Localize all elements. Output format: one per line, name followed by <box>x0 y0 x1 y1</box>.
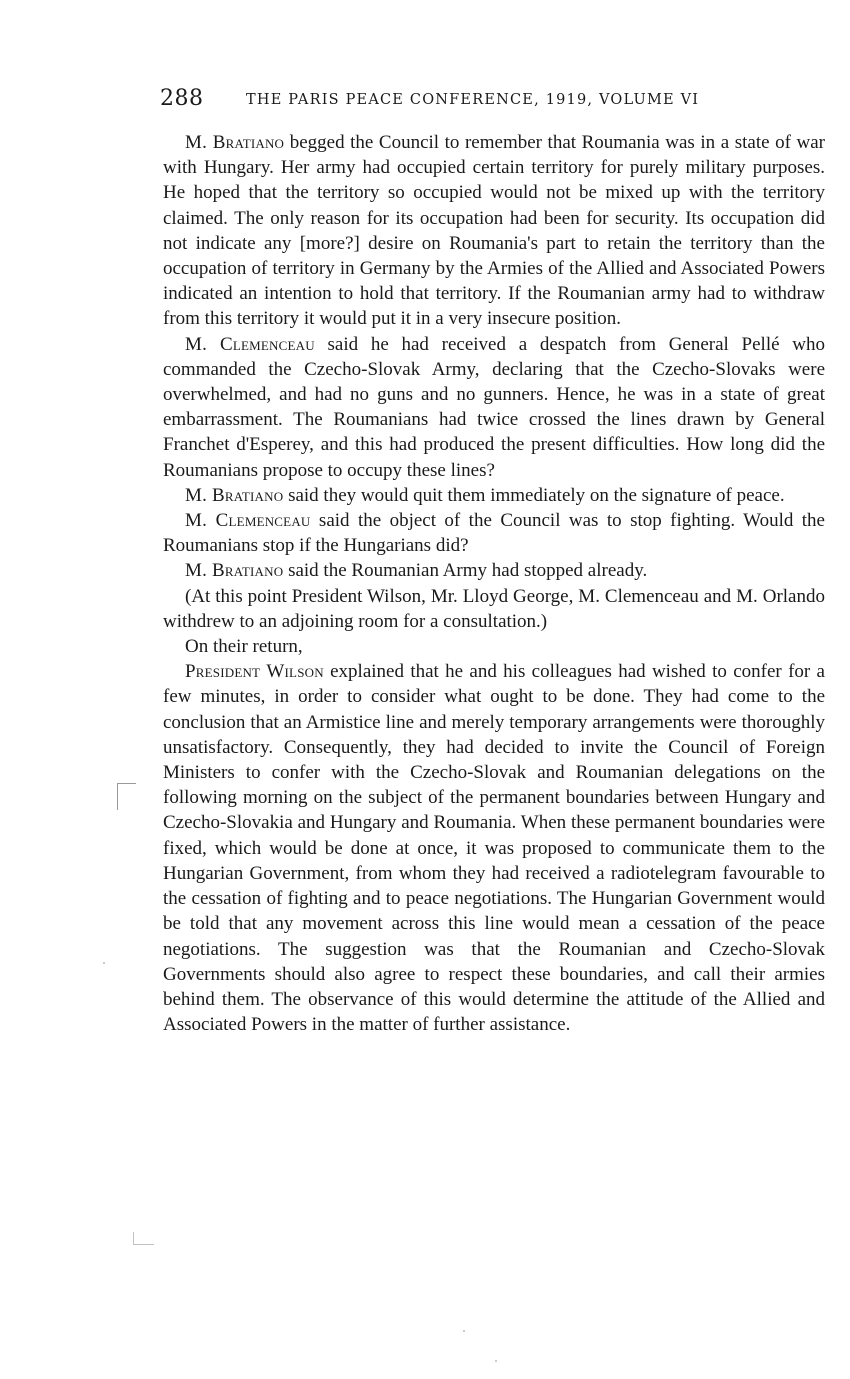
margin-bracket-mark <box>117 783 136 810</box>
scan-speck <box>495 1360 497 1362</box>
paragraph <box>163 634 825 659</box>
paragraph-text: said he had received a despatch from General Pellé who commanded the Czecho-Slovak Army, declaring that the Czecho-Slovaks were overwhelmed, and had no guns and no gunners. Hence, he was in a state of great embarrassment. The Roumanians had twice crossed the lines drawn by General Franchet d'Esperey, and this had produced the present difficulties. How long did the Roumanians propose to occupy these lines? <box>163 333 825 481</box>
paragraph <box>163 130 825 332</box>
scan-speck <box>463 1330 465 1332</box>
speaker-name: President Wilson <box>185 661 324 683</box>
body-text <box>163 130 825 1037</box>
speaker-name: M. Bratiano <box>185 132 285 153</box>
paragraph-text: explained that he and his colleagues had wished to confer for a few minutes, in order to consider what ought to be done. They had come to the conclusion that an Armistice line and merely temporary arrangements were thoroughly unsatisfactory. Consequently, they had decided to invite the Council of Foreign Ministers to confer with the Czecho-Slovak and Roumanian delegations on the following morning on the subject of the permanent boundaries between Hungary and Czecho-Slovakia and Hungary and Roumania. When these permanent boundaries were fixed, which would be done at once, it was proposed to communicate them to the Hungarian Government, from whom they had received a radiotelegram favourable to the cessation of fighting and to peace negotiations. The Hungarian Government would be told that any movement across this line would mean a cessation of the peace negotiations. The suggestion was that the Roumanian and Czecho-Slovak Governments should also agree to respect these boundaries, and call their armies behind them. The observance of this would determine the attitude of the Allied and Associated Powers in the matter of further assistance. <box>163 661 825 1036</box>
paragraph <box>163 483 825 508</box>
speaker-name: M. Bratiano <box>185 560 284 582</box>
paragraph-text: said they would quit them immediately on the signature of peace. <box>283 484 785 506</box>
scan-speck <box>103 962 105 964</box>
speaker-name: M. Clemenceau <box>185 333 315 355</box>
paragraph <box>163 332 825 483</box>
speaker-name: M. Clemenceau <box>185 510 311 532</box>
paragraph-text: begged the Council to remember that Roumania was in a state of war with Hungary. Her army had occupied certain territory for purely military purposes. He hoped that the territory so occupied would not be mixed up with the territory claimed. The only reason for its occupation had been for security. Its occupation did not indicate any [more?] desire on Roumania's part to retain the territory than the occupation of territory in Germany by the Armies of the Allied and Associated Powers indicated an intention to hold that territory. If the Roumanian army had to withdraw from this territory it would put it in a very insecure position. <box>163 132 825 330</box>
paragraph <box>163 558 825 583</box>
speaker-name: M. Bratiano <box>185 484 284 506</box>
paragraph <box>163 659 825 1037</box>
paragraph <box>163 508 825 558</box>
margin-bracket-mark <box>133 1232 154 1245</box>
paragraph <box>163 584 825 634</box>
paragraph-text: said the Roumanian Army had stopped already. <box>283 560 648 582</box>
paragraph-text: (At this point President Wilson, Mr. Lloyd George, M. Clemenceau and M. Orlando withdrew to an adjoining room for a consultation.) <box>163 585 825 632</box>
paragraph-text: said the object of the Council was to stop fighting. Would the Roumanians stop if the Hungarians did? <box>163 510 825 557</box>
running-head: THE PARIS PEACE CONFERENCE, 1919, VOLUME VI <box>246 92 700 108</box>
page-header <box>160 86 830 116</box>
paragraph-text: On their return, <box>185 636 303 658</box>
page-number: 288 <box>160 86 204 111</box>
